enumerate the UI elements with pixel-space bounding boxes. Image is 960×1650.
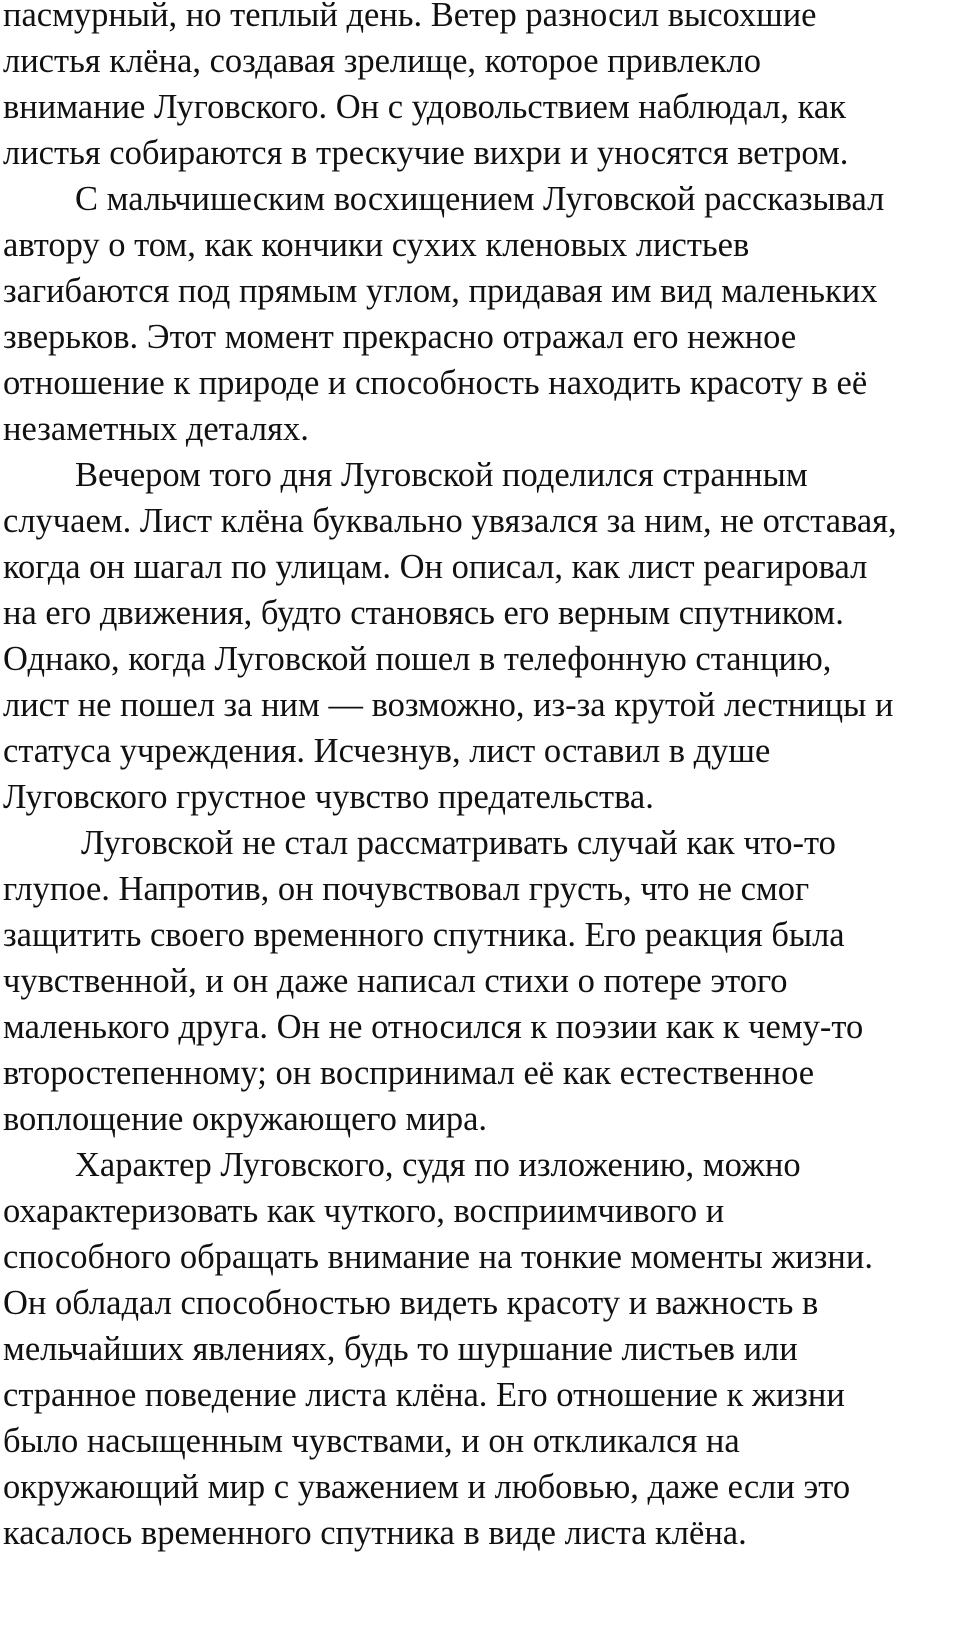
paragraph-line: Вечером того дня Луговской поделился странным [75,456,808,494]
paragraph-line: воплощение окружающего мира. [3,1100,488,1138]
paragraph-line: незаметных деталях. [3,410,309,448]
paragraph-2 [3,176,958,452]
paragraph-line: отношение к природе и способность находить красоту в её [3,364,868,402]
paragraph-line: способного обращать внимание на тонкие моменты жизни. [3,1238,873,1276]
paragraph-line: Однако, когда Луговской пошел в телефонную станцию, [3,640,832,678]
paragraph-line: было насыщенным чувствами, и он откликался на [3,1422,740,1460]
paragraph-line: Луговского грустное чувство предательства. [3,778,654,816]
paragraph-line: Луговской не стал рассматривать случай как что-то [81,824,836,862]
paragraph-line: маленького друга. Он не относился к поэзии как к чему-то [3,1008,864,1046]
paragraph-line: пасмурный, но теплый день. Ветер разносил высохшие [3,0,817,34]
paragraph-4 [3,820,958,1142]
paragraph-line: охарактеризовать как чуткого, восприимчивого и [3,1192,725,1230]
paragraph-line: внимание Луговского. Он с удовольствием наблюдал, как [3,88,846,126]
paragraph-line: второстепенному; он воспринимал её как естественное [3,1054,815,1092]
paragraph-line: загибаются под прямым углом, придавая им вид маленьких [3,272,878,310]
paragraph-line: зверьков. Этот момент прекрасно отражал его нежное [3,318,797,356]
paragraph-line: защитить своего временного спутника. Его реакция была [3,916,845,954]
paragraph-line: глупое. Напротив, он почувствовал грусть, что не смог [3,870,810,908]
paragraph-3 [3,452,958,820]
paragraph-line: лист не пошел за ним — возможно, из-за крутой лестницы и [3,686,894,724]
paragraph-line: когда он шагал по улицам. Он описал, как лист реагировал [3,548,868,586]
document-page [3,0,958,1556]
paragraph-line: чувственной, и он даже написал стихи о потере этого [3,962,788,1000]
paragraph-line: Характер Луговского, судя по изложению, можно [75,1146,801,1184]
paragraph-line: странное поведение листа клёна. Его отношение к жизни [3,1376,845,1414]
paragraph-line: листья собираются в трескучие вихри и уносятся ветром. [3,134,849,172]
paragraph-line: статуса учреждения. Исчезнув, лист оставил в душе [3,732,771,770]
paragraph-line: Он обладал способностью видеть красоту и важность в [3,1284,819,1322]
paragraph-1 [3,0,958,176]
paragraph-line: С мальчишеским восхищением Луговской рассказывал [75,180,885,218]
paragraph-line: мельчайших явлениях, будь то шуршание листьев или [3,1330,798,1368]
paragraph-line: на его движения, будто становясь его верным спутником. [3,594,844,632]
paragraph-5 [3,1142,958,1556]
paragraph-line: окружающий мир с уважением и любовью, даже если это [3,1468,851,1506]
paragraph-line: случаем. Лист клёна буквально увязался за ним, не отставая, [3,502,897,540]
paragraph-line: автору о том, как кончики сухих кленовых листьев [3,226,750,264]
paragraph-line: листья клёна, создавая зрелище, которое привлекло [3,42,761,80]
paragraph-line: касалось временного спутника в виде листа клёна. [3,1514,747,1552]
